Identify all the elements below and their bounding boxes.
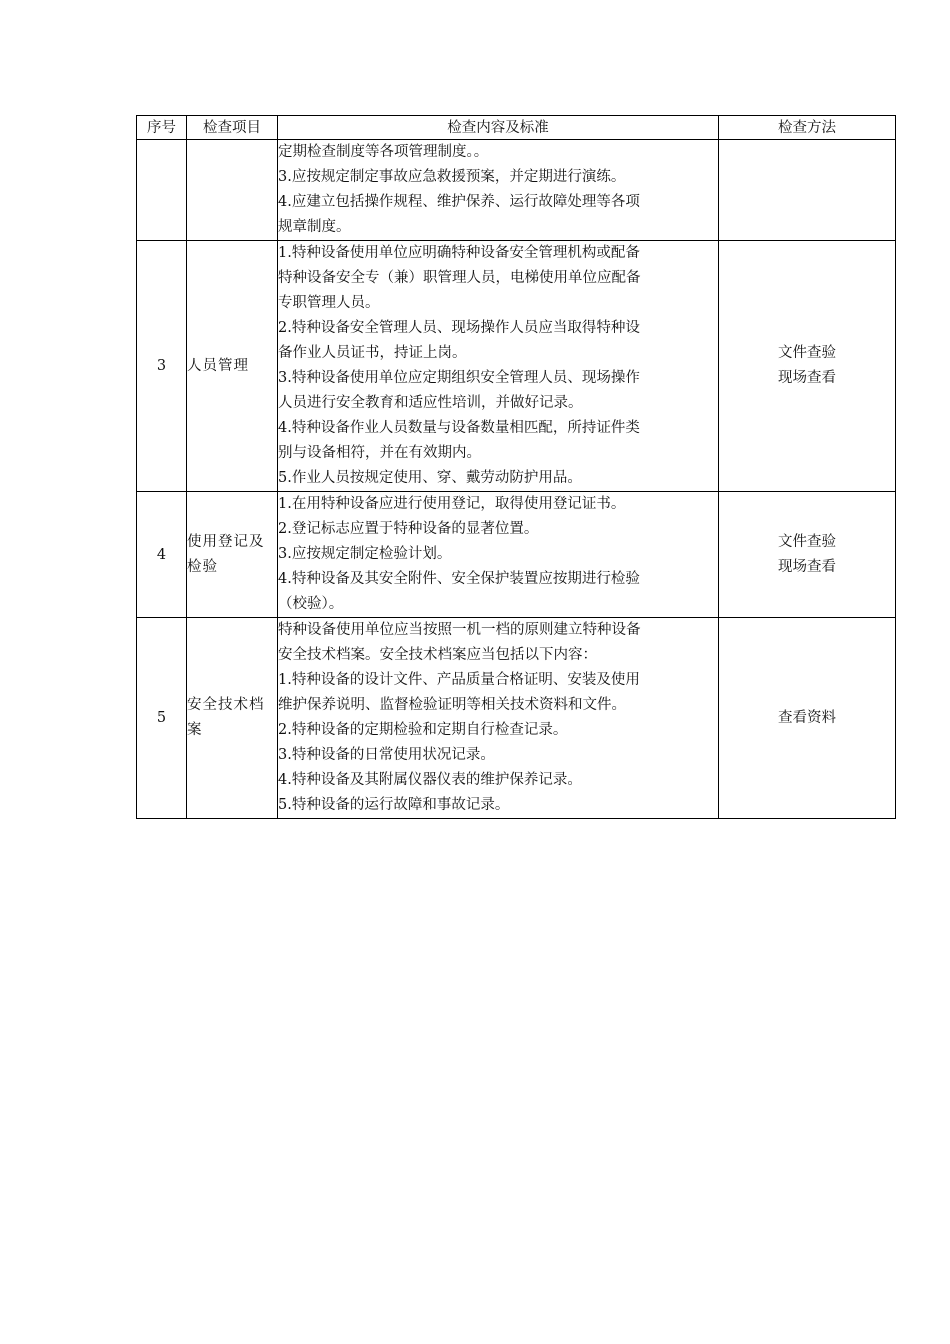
row-no-cell: 3 xyxy=(137,241,187,492)
row-no-cell xyxy=(137,140,187,241)
table-row xyxy=(137,140,896,241)
inspection-table xyxy=(136,115,896,819)
row-method-cell xyxy=(719,492,896,618)
row-method-cell xyxy=(719,241,896,492)
content-line: （校验）。 xyxy=(278,596,344,612)
content-line: 1.特种设备的设计文件、产品质量合格证明、安装及使用 xyxy=(278,672,640,688)
row-item-cell: 安全技术档案 xyxy=(187,618,278,819)
row-method-cell xyxy=(719,140,896,241)
method-line: 现场查看 xyxy=(778,370,836,386)
content-line: 专职管理人员。 xyxy=(278,295,380,311)
row-no-cell: 4 xyxy=(137,492,187,618)
content-line: 2.特种设备的定期检验和定期自行检查记录。 xyxy=(278,722,568,738)
row-item-cell: 使用登记及检验 xyxy=(187,492,278,618)
content-line: 别与设备相符，并在有效期内。 xyxy=(278,445,481,461)
content-line: 1.特种设备使用单位应明确特种设备安全管理机构或配备 xyxy=(278,245,640,261)
content-line: 3.应按规定制定检验计划。 xyxy=(278,546,452,562)
content-line: 3.应按规定制定事故应急救援预案，并定期进行演练。 xyxy=(278,169,626,185)
header-method: 检查方法 xyxy=(719,116,896,140)
row-content-cell xyxy=(278,492,719,618)
header-item: 检查项目 xyxy=(187,116,278,140)
content-line: 4.特种设备作业人员数量与设备数量相匹配，所持证件类 xyxy=(278,420,640,436)
header-no: 序号 xyxy=(137,116,187,140)
row-item-cell: 人员管理 xyxy=(187,241,278,492)
content-line: 安全技术档案。安全技术档案应当包括以下内容： xyxy=(278,647,597,663)
content-line: 维护保养说明、监督检验证明等相关技术资料和文件。 xyxy=(278,697,626,713)
content-line: 备作业人员证书，持证上岗。 xyxy=(278,345,467,361)
row-content-cell xyxy=(278,241,719,492)
table-row xyxy=(137,618,896,819)
row-method-cell xyxy=(719,618,896,819)
row-item-cell xyxy=(187,140,278,241)
row-content-cell xyxy=(278,140,719,241)
content-line: 4.应建立包括操作规程、维护保养、运行故障处理等各项 xyxy=(278,194,640,210)
content-line: 1.在用特种设备应进行使用登记，取得使用登记证书。 xyxy=(278,496,626,512)
content-line: 特种设备安全专（兼）职管理人员，电梯使用单位应配备 xyxy=(278,270,641,286)
content-line: 4.特种设备及其附属仪器仪表的维护保养记录。 xyxy=(278,772,582,788)
content-line: 2.特种设备安全管理人员、现场操作人员应当取得特种设 xyxy=(278,320,640,336)
content-line: 3.特种设备使用单位应定期组织安全管理人员、现场操作 xyxy=(278,370,640,386)
content-line: 规章制度。 xyxy=(278,219,351,235)
method-line: 文件查验 xyxy=(778,533,836,550)
row-content-cell xyxy=(278,618,719,819)
row-no-cell: 5 xyxy=(137,618,187,819)
header-content: 检查内容及标准 xyxy=(278,116,719,140)
content-line: 人员进行安全教育和适应性培训，并做好记录。 xyxy=(278,395,583,411)
method-line: 文件查验 xyxy=(778,345,836,361)
content-line: 5.作业人员按规定使用、穿、戴劳动防护用品。 xyxy=(278,470,582,486)
content-line: 5.特种设备的运行故障和事故记录。 xyxy=(278,797,510,813)
content-line: 2.登记标志应置于特种设备的显著位置。 xyxy=(278,521,539,537)
method-line: 查看资料 xyxy=(778,709,836,726)
content-line: 3.特种设备的日常使用状况记录。 xyxy=(278,747,495,763)
table-header-row xyxy=(137,116,896,140)
content-line: 4.特种设备及其安全附件、安全保护装置应按期进行检验 xyxy=(278,571,640,587)
content-line: 特种设备使用单位应当按照一机一档的原则建立特种设备 xyxy=(278,622,641,638)
table-row xyxy=(137,241,896,492)
table-row xyxy=(137,492,896,618)
content-line: 定期检查制度等各项管理制度。。 xyxy=(278,144,489,160)
method-line: 现场查看 xyxy=(778,558,836,575)
